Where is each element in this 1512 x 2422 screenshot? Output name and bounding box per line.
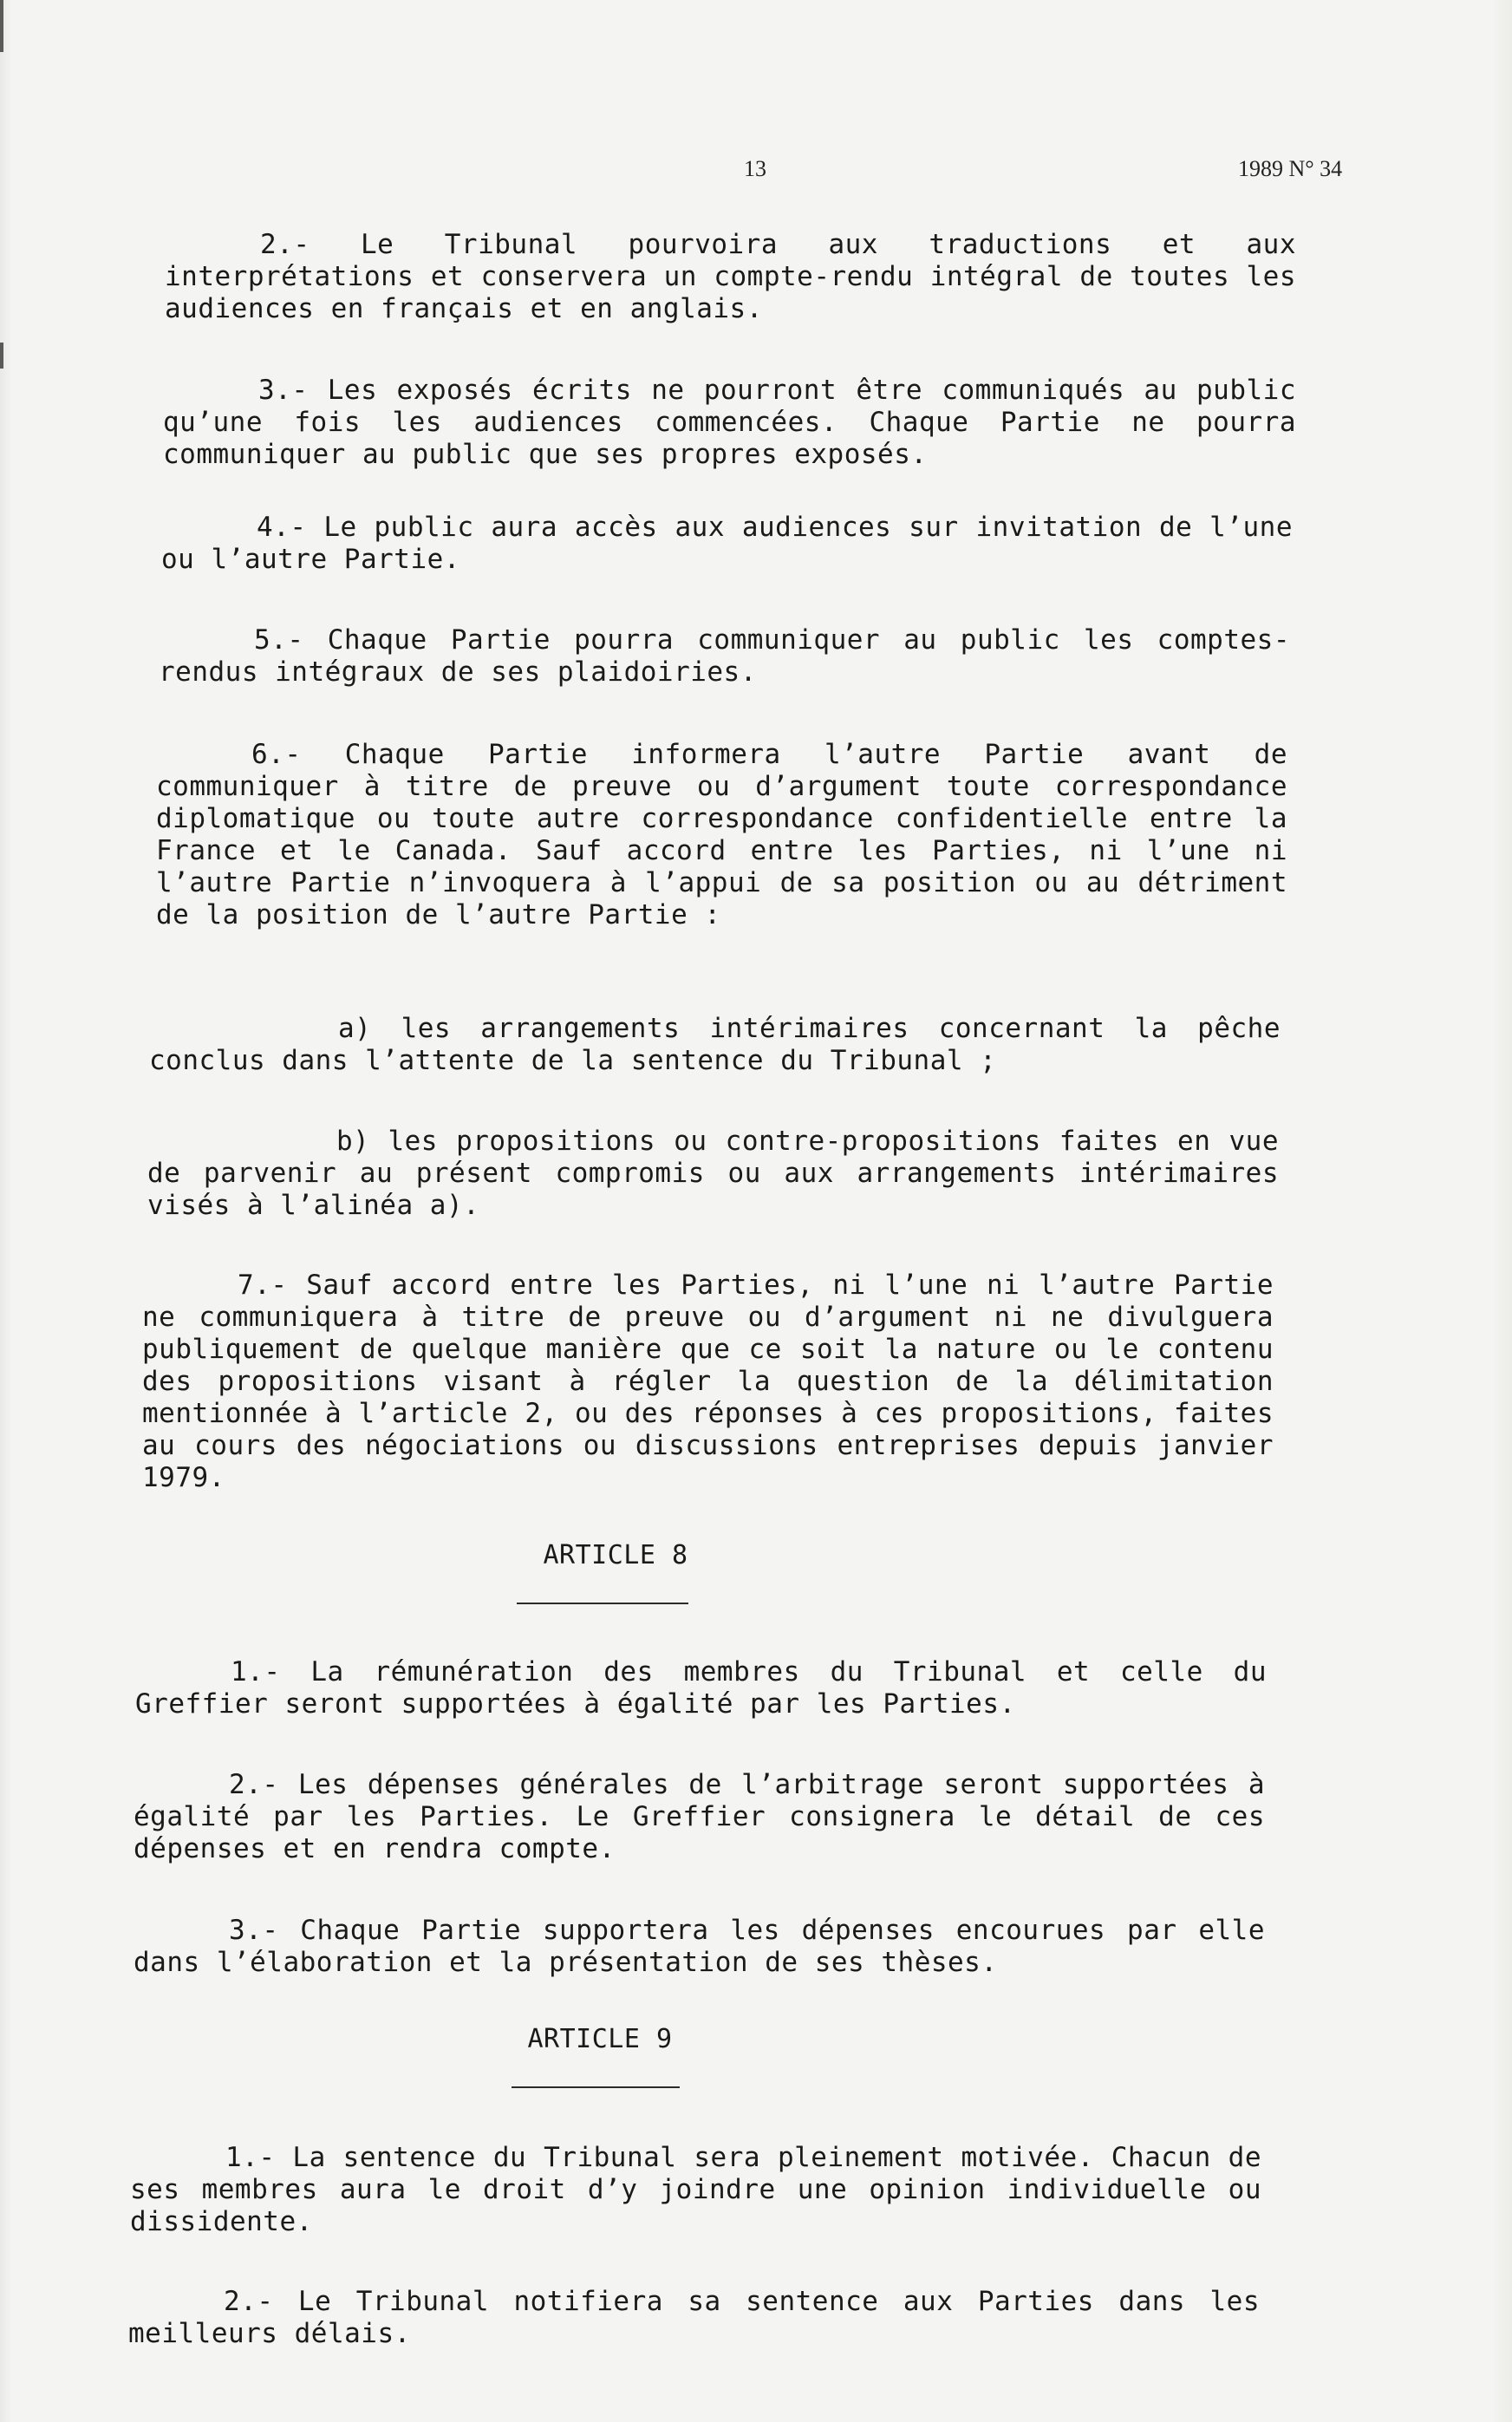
paragraph-2: 2.- Le Tribunal pourvoira aux traductions et aux interprétations et conservera un compte-rendu intégral de toutes les audiences en français et en anglais. — [165, 229, 1296, 324]
paragraph-6b: b) les propositions ou contre-propositions faites en vue de parvenir au présent compromis ou aux arrangements intérimaires visés à l’alinéa a). — [147, 1126, 1279, 1221]
issue-number: 1989 N° 34 — [1238, 156, 1343, 181]
article8-paragraph-3: 3.- Chaque Partie supportera les dépenses encourues par elle dans l’élaboration et la présentation de ses thèses. — [134, 1915, 1265, 1978]
article-9-underline — [512, 2086, 680, 2088]
page-number: 13 — [744, 156, 766, 181]
article9-paragraph-2: 2.- Le Tribunal notifiera sa sentence aux Parties dans les meilleurs délais. — [128, 2286, 1260, 2349]
paragraph-6: 6.- Chaque Partie informera l’autre Partie avant de communiquer à titre de preuve ou d’argument toute correspondance diplomatique ou toute autre correspondance confidentielle entre la France et le Canada. Sauf accord entre les Parties, ni l’une ni l’autre Partie n’invoquera à l’appui de sa position ou au détriment de la position de l’autre Partie : — [156, 739, 1287, 930]
paragraph-6a: a) les arrangements intérimaires concernant la pêche conclus dans l’attente de la sentence du Tribunal ; — [149, 1013, 1281, 1076]
paragraph-3: 3.- Les exposés écrits ne pourront être communiqués au public qu’une fois les audiences commencées. Chaque Partie ne pourra communiquer au public que ses propres exposés. — [163, 375, 1296, 470]
article-8-underline — [517, 1603, 688, 1604]
article8-paragraph-1: 1.- La rémunération des membres du Tribunal et celle du Greffier seront supportées à égalité par les Parties. — [135, 1656, 1267, 1720]
scan-edge-mark — [0, 0, 3, 52]
article-8-heading: ARTICLE 8 — [543, 1540, 688, 1570]
article8-paragraph-2: 2.- Les dépenses générales de l’arbitrage seront supportées à égalité par les Parties. Le Greffier consignera le détail de ces dépenses et en rendra compte. — [134, 1769, 1265, 1864]
article9-paragraph-1: 1.- La sentence du Tribunal sera pleinement motivée. Chacun de ses membres aura le droit d’y joindre une opinion individuelle ou dissidente. — [130, 2142, 1261, 2237]
paragraph-5: 5.- Chaque Partie pourra communiquer au public les comptes-rendus intégraux de ses plaidoiries. — [159, 624, 1290, 688]
paragraph-4: 4.- Le public aura accès aux audiences sur invitation de l’une ou l’autre Partie. — [161, 512, 1293, 575]
paragraph-7: 7.- Sauf accord entre les Parties, ni l’une ni l’autre Partie ne communiquera à titre de preuve ou d’argument ni ne divulguera publiquement de quelque manière que ce soit la nature ou le contenu des propositions visant à régler la question de la délimitation mentionnée à l’article 2, ou des réponses à ces propositions, faites au cours des négociations ou discussions entreprises depuis janvier 1979. — [142, 1270, 1274, 1493]
scan-edge-mark — [0, 343, 3, 369]
article-9-heading: ARTICLE 9 — [527, 2024, 673, 2054]
